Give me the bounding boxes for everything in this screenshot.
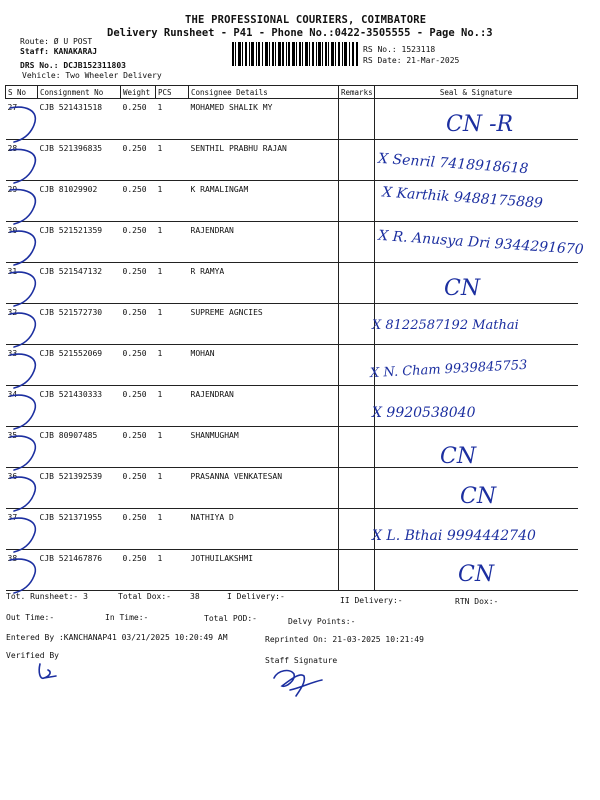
ii-delivery-label: II Delivery:- bbox=[340, 596, 403, 605]
cell-weight: 0.250 bbox=[121, 345, 156, 386]
handwritten-signature: X R. Anusya Dri 9344291670 bbox=[377, 227, 585, 259]
tot-runsheet: Tot. Runsheet:- 3 bbox=[6, 592, 88, 601]
company-name: THE PROFESSIONAL COURIERS, COIMBATORE bbox=[185, 14, 427, 26]
col-header-pcs: PCS bbox=[156, 86, 189, 99]
cell-consignee: K RAMALINGAM bbox=[189, 181, 339, 222]
col-header-sno: S No bbox=[6, 86, 38, 99]
col-header-weight: Weight bbox=[121, 86, 156, 99]
cell-consignee: R RAMYA bbox=[189, 263, 339, 304]
cell-pcs: 1 bbox=[156, 509, 189, 550]
cell-weight: 0.250 bbox=[121, 263, 156, 304]
cell-consignee: SHANMUGHAM bbox=[189, 427, 339, 468]
cell-consignment: CJB 81029902 bbox=[38, 181, 121, 222]
cell-sno: 36 bbox=[6, 468, 38, 509]
handwritten-signature: X N. Cham 9939845753 bbox=[369, 357, 528, 382]
verified-by-label: Verified By bbox=[6, 651, 59, 660]
cell-pcs: 1 bbox=[156, 263, 189, 304]
col-header-signature: Seal & Signature bbox=[375, 86, 578, 99]
cell-consignment: CJB 521552069 bbox=[38, 345, 121, 386]
vehicle-label: Vehicle: Two Wheeler Delivery bbox=[22, 71, 162, 80]
cell-pcs: 1 bbox=[156, 304, 189, 345]
cell-consignee: MOHAMED SHALIK MY bbox=[189, 99, 339, 140]
cell-pcs: 1 bbox=[156, 345, 189, 386]
cell-consignment: CJB 521572730 bbox=[38, 304, 121, 345]
handwritten-signature: CN bbox=[440, 444, 477, 469]
cell-pcs: 1 bbox=[156, 99, 189, 140]
cell-sno: 30 bbox=[6, 222, 38, 263]
cell-weight: 0.250 bbox=[121, 386, 156, 427]
cell-weight: 0.250 bbox=[121, 427, 156, 468]
cell-consignment: CJB 521467876 bbox=[38, 550, 121, 591]
rs-date: RS Date: 21-Mar-2025 bbox=[363, 56, 460, 65]
col-header-remarks: Remarks bbox=[339, 86, 375, 99]
cell-consignment: CJB 521547132 bbox=[38, 263, 121, 304]
cell-weight: 0.250 bbox=[121, 222, 156, 263]
cell-weight: 0.250 bbox=[121, 140, 156, 181]
cell-weight: 0.250 bbox=[121, 181, 156, 222]
cell-sno: 33 bbox=[6, 345, 38, 386]
cell-weight: 0.250 bbox=[121, 99, 156, 140]
cell-consignee: JOTHUILAKSHMI bbox=[189, 550, 339, 591]
cell-consignment: CJB 521430333 bbox=[38, 386, 121, 427]
cell-sno: 35 bbox=[6, 427, 38, 468]
cell-pcs: 1 bbox=[156, 222, 189, 263]
cell-consignee: SUPREME AGNCIES bbox=[189, 304, 339, 345]
rs-number: RS No.: 1523118 bbox=[363, 45, 436, 54]
cell-consignment: CJB 521521359 bbox=[38, 222, 121, 263]
handwritten-signature: X Karthik 9488175889 bbox=[381, 184, 544, 212]
route-label: Route: Ø U POST bbox=[20, 37, 93, 46]
handwritten-signature: CN bbox=[458, 562, 495, 587]
rtn-dox-label: RTN Dox:- bbox=[455, 597, 499, 606]
cell-pcs: 1 bbox=[156, 386, 189, 427]
cell-consignment: CJB 521371955 bbox=[38, 509, 121, 550]
runsheet-title: Delivery Runsheet - P41 - Phone No.:0422-3505555 - Page No.:3 bbox=[107, 27, 493, 39]
cell-sno: 32 bbox=[6, 304, 38, 345]
cell-consignee: PRASANNA VENKATESAN bbox=[189, 468, 339, 509]
drs-number: DRS No.: DCJB152311803 bbox=[20, 61, 126, 70]
entered-by: Entered By :KANCHANAP41 03/21/2025 10:20:49 AM bbox=[6, 633, 228, 642]
cell-consignment: CJB 521431518 bbox=[38, 99, 121, 140]
staff-signature-scribble bbox=[274, 671, 322, 696]
total-pod-label: Total POD:- bbox=[204, 614, 257, 623]
cell-pcs: 1 bbox=[156, 140, 189, 181]
cell-consignment: CJB 80907485 bbox=[38, 427, 121, 468]
col-header-consignee: Consignee Details bbox=[189, 86, 339, 99]
cell-consignee: MOHAN bbox=[189, 345, 339, 386]
cell-sno: 29 bbox=[6, 181, 38, 222]
reprinted-on: Reprinted On: 21-03-2025 10:21:49 bbox=[265, 635, 424, 644]
cell-pcs: 1 bbox=[156, 427, 189, 468]
staff-label: Staff: KANAKARAJ bbox=[20, 47, 98, 56]
total-dox-value: 38 bbox=[190, 592, 200, 601]
handwritten-signature: CN bbox=[444, 276, 481, 301]
handwritten-signature: X 8122587192 Mathai bbox=[372, 318, 519, 333]
handwritten-signature: X L. Bthai 9994442740 bbox=[372, 528, 536, 544]
cell-sno: 37 bbox=[6, 509, 38, 550]
cell-consignee: RAJENDRAN bbox=[189, 386, 339, 427]
cell-sno: 38 bbox=[6, 550, 38, 591]
total-dox-label: Total Dox:- bbox=[118, 592, 171, 601]
cell-weight: 0.250 bbox=[121, 304, 156, 345]
in-time-label: In Time:- bbox=[105, 613, 149, 622]
delvy-points-label: Delvy Points:- bbox=[288, 617, 356, 626]
handwritten-signature: X Senril 7418918618 bbox=[377, 150, 529, 178]
cell-consignment: CJB 521396835 bbox=[38, 140, 121, 181]
cell-sno: 31 bbox=[6, 263, 38, 304]
cell-consignee: RAJENDRAN bbox=[189, 222, 339, 263]
out-time-label: Out Time:- bbox=[6, 613, 55, 622]
cell-weight: 0.250 bbox=[121, 468, 156, 509]
cell-consignee: NATHIYA D bbox=[189, 509, 339, 550]
cell-weight: 0.250 bbox=[121, 550, 156, 591]
cell-pcs: 1 bbox=[156, 181, 189, 222]
cell-sno: 34 bbox=[6, 386, 38, 427]
cell-weight: 0.250 bbox=[121, 509, 156, 550]
cell-sno: 27 bbox=[6, 99, 38, 140]
handwritten-signature: CN bbox=[460, 484, 497, 509]
cell-consignee: SENTHIL PRABHU RAJAN bbox=[189, 140, 339, 181]
cell-pcs: 1 bbox=[156, 468, 189, 509]
i-delivery-label: I Delivery:- bbox=[227, 592, 285, 601]
staff-signature-label: Staff Signature bbox=[265, 656, 338, 665]
cell-sno: 28 bbox=[6, 140, 38, 181]
handwritten-signature: X 9920538040 bbox=[372, 405, 476, 421]
verified-by-signature bbox=[39, 664, 56, 678]
cell-consignment: CJB 521392539 bbox=[38, 468, 121, 509]
cell-pcs: 1 bbox=[156, 550, 189, 591]
col-header-consignment: Consignment No bbox=[38, 86, 121, 99]
handwritten-signature: CN -R bbox=[446, 112, 514, 137]
